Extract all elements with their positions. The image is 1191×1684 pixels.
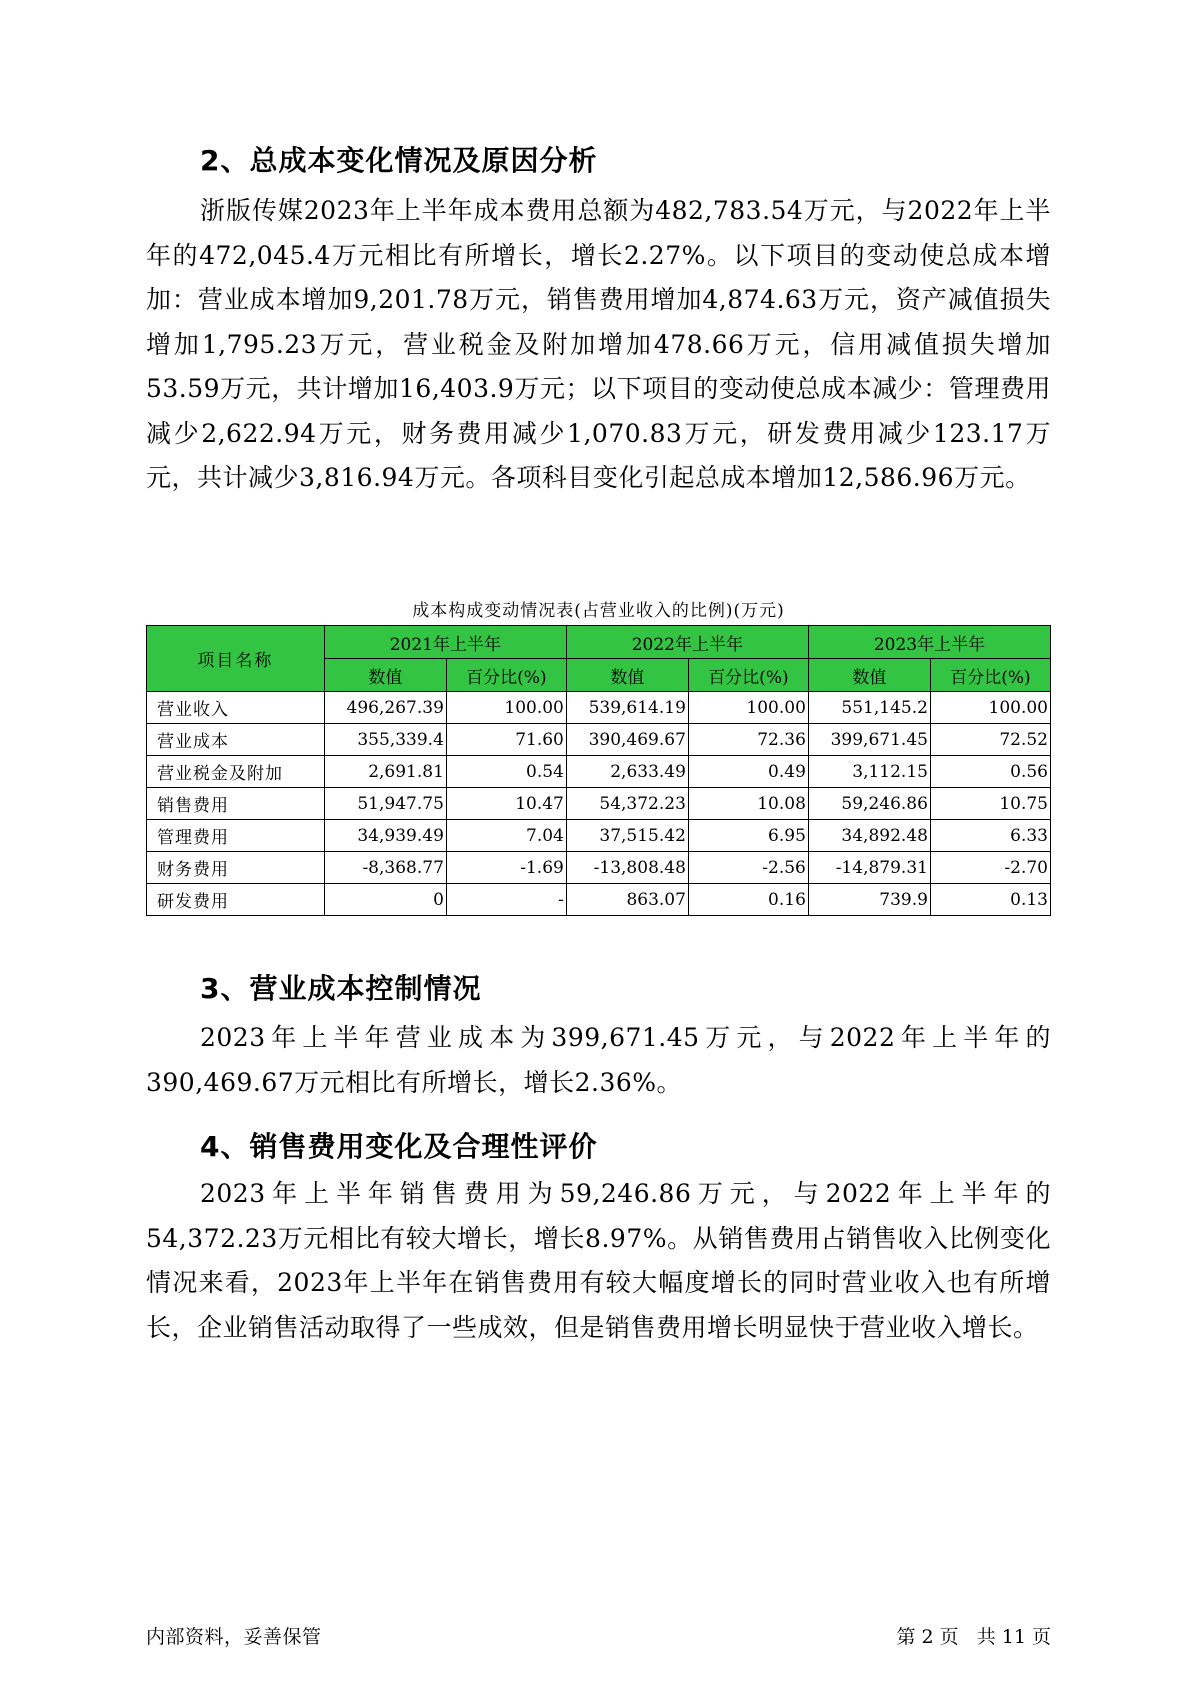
cell-value: 59,246.86 — [808, 788, 930, 820]
footer-confidential-note: 内部资料，妥善保管 — [146, 1626, 322, 1648]
table-body — [147, 692, 1051, 916]
table-caption: 成本构成变动情况表(占营业收入的比例)(万元) — [412, 601, 785, 621]
cell-value: -8,368.77 — [324, 852, 446, 884]
cell-percent: - — [446, 884, 566, 916]
cell-percent: 0.49 — [688, 756, 808, 788]
header-percent: 百分比(%) — [446, 659, 566, 692]
header-period: 2023年上半年 — [808, 626, 1050, 659]
header-period: 2021年上半年 — [324, 626, 566, 659]
row-label: 营业成本 — [147, 724, 325, 756]
row-label: 管理费用 — [147, 820, 325, 852]
table-row — [147, 692, 1051, 724]
table-header-row-1 — [147, 626, 1051, 659]
cell-percent: -2.56 — [688, 852, 808, 884]
cell-percent: 72.52 — [930, 724, 1050, 756]
table-row — [147, 820, 1051, 852]
cell-percent: 7.04 — [446, 820, 566, 852]
cell-value: 496,267.39 — [324, 692, 446, 724]
cell-percent: 100.00 — [930, 692, 1050, 724]
row-label: 营业收入 — [147, 692, 325, 724]
paragraph-sales-expense: 2023年上半年销售费用为59,246.86万元，与2022年上半年的54,372.23万元相比有较大增长，增长8.97%。从销售费用占销售收入比例变化情况来看，2023年上半年在销售费用有较大幅度增长的同时营业收入也有所增长，企业销售活动取得了一些成效，但是销售费用增长明显快于营业收入增长。 — [146, 1179, 1051, 1342]
cell-value: 390,469.67 — [566, 724, 688, 756]
footer-page-number: 第 2 页 共 11 页 — [896, 1626, 1051, 1648]
cell-percent: 71.60 — [446, 724, 566, 756]
cell-value: 3,112.15 — [808, 756, 930, 788]
table-row — [147, 724, 1051, 756]
paragraph-operating-cost: 2023年上半年营业成本为399,671.45万元，与2022年上半年的390,469.67万元相比有所增长，增长2.36%。 — [146, 1023, 1051, 1097]
table-row — [147, 852, 1051, 884]
header-value: 数值 — [566, 659, 688, 692]
header-value: 数值 — [808, 659, 930, 692]
cell-value: 739.9 — [808, 884, 930, 916]
cell-percent: 10.47 — [446, 788, 566, 820]
cell-value: 539,614.19 — [566, 692, 688, 724]
row-label: 财务费用 — [147, 852, 325, 884]
cell-value: 51,947.75 — [324, 788, 446, 820]
header-percent: 百分比(%) — [688, 659, 808, 692]
row-label: 研发费用 — [147, 884, 325, 916]
cell-percent: 6.33 — [930, 820, 1050, 852]
section-heading-operating-cost: 3、营业成本控制情况 — [200, 972, 482, 1005]
header-percent: 百分比(%) — [930, 659, 1050, 692]
paragraph-total-cost: 浙版传媒2023年上半年成本费用总额为482,783.54万元，与2022年上半年的472,045.4万元相比有所增长，增长2.27%。以下项目的变动使总成本增加：营业成本增加9,201.78万元，销售费用增加4,874.63万元，资产减值损失增加1,795.23万元，营业税金及附加增加478.66万元，信用减值损失增加53.59万元，共计增加16,403.9万元；以下项目的变动使总成本减少：管理费用减少2,622.94万元，财务费用减少1,070.83万元，研发费用减少123.17万元，共计减少3,816.94万元。各项科目变化引起总成本增加12,586.96万元。 — [146, 196, 1051, 492]
cell-percent: -1.69 — [446, 852, 566, 884]
cell-value: 37,515.42 — [566, 820, 688, 852]
cell-value: 551,145.2 — [808, 692, 930, 724]
table-row — [147, 884, 1051, 916]
cell-percent: 0.56 — [930, 756, 1050, 788]
cell-percent: 0.16 — [688, 884, 808, 916]
cell-value: -14,879.31 — [808, 852, 930, 884]
table-row — [147, 756, 1051, 788]
cell-percent: 6.95 — [688, 820, 808, 852]
cell-value: 34,892.48 — [808, 820, 930, 852]
row-label: 营业税金及附加 — [147, 756, 325, 788]
section-heading-total-cost: 2、总成本变化情况及原因分析 — [200, 144, 598, 177]
cell-value: 863.07 — [566, 884, 688, 916]
cell-value: 54,372.23 — [566, 788, 688, 820]
cell-percent: -2.70 — [930, 852, 1050, 884]
header-item-name: 项目名称 — [147, 626, 325, 692]
cell-percent: 10.75 — [930, 788, 1050, 820]
row-label: 销售费用 — [147, 788, 325, 820]
header-period: 2022年上半年 — [566, 626, 808, 659]
cell-percent: 0.54 — [446, 756, 566, 788]
cell-value: 2,633.49 — [566, 756, 688, 788]
cell-percent: 0.13 — [930, 884, 1050, 916]
section-heading-sales-expense: 4、销售费用变化及合理性评价 — [200, 1130, 598, 1163]
cost-structure-table — [146, 625, 1051, 916]
cell-percent: 100.00 — [446, 692, 566, 724]
cell-value: 34,939.49 — [324, 820, 446, 852]
cell-value: 0 — [324, 884, 446, 916]
cell-percent: 100.00 — [688, 692, 808, 724]
cell-value: -13,808.48 — [566, 852, 688, 884]
cell-value: 355,339.4 — [324, 724, 446, 756]
cell-percent: 10.08 — [688, 788, 808, 820]
cell-value: 399,671.45 — [808, 724, 930, 756]
header-value: 数值 — [324, 659, 446, 692]
cell-value: 2,691.81 — [324, 756, 446, 788]
table-row — [147, 788, 1051, 820]
cell-percent: 72.36 — [688, 724, 808, 756]
